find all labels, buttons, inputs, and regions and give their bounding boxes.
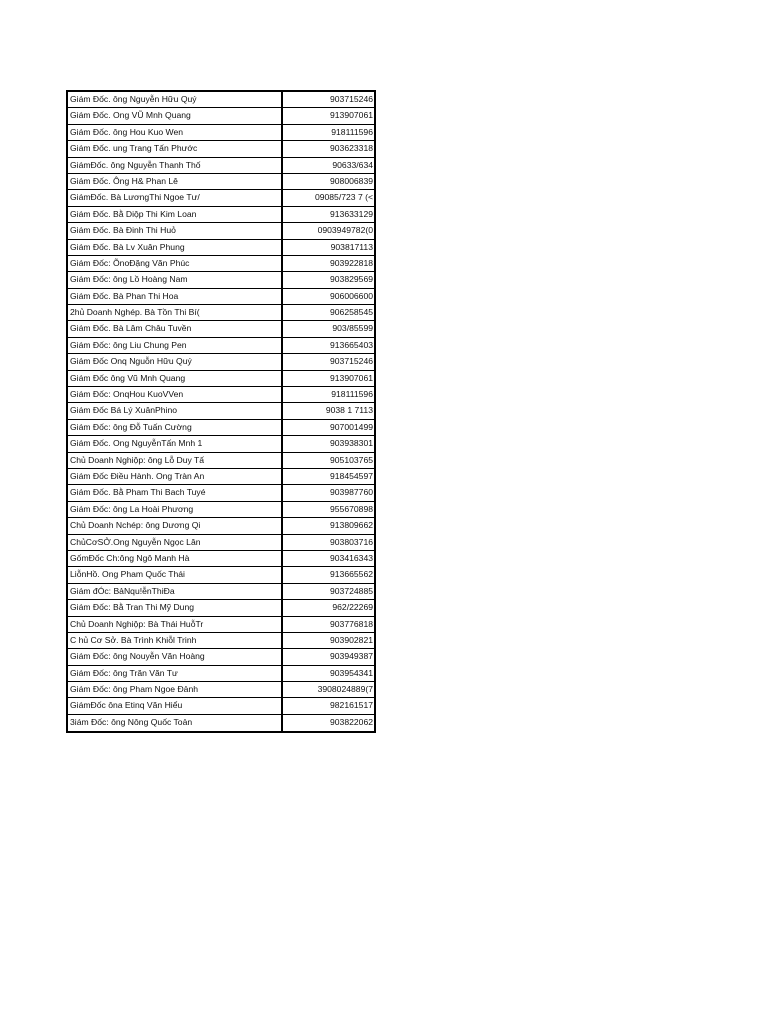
table-row xyxy=(68,698,374,714)
phone-number-cell: 903829569 xyxy=(329,274,373,285)
table-row xyxy=(68,420,374,436)
phone-number-cell: 913665562 xyxy=(329,569,373,580)
table-row xyxy=(68,469,374,485)
table-row xyxy=(68,387,374,403)
contact-name-cell: Giám Đốc. Bà Đinh Thi Huỏ xyxy=(68,223,283,238)
table-row xyxy=(68,141,374,157)
phone-number-cell: 905103765 xyxy=(329,454,373,465)
contact-name-cell: Giám Đốc Onq Nguỗn Hữu Quý xyxy=(68,354,283,369)
contact-name-cell: Giám Đốc: ông Trăn Văn Tư xyxy=(68,666,283,681)
phone-number-cell: 903817113 xyxy=(330,241,373,252)
contact-name-cell: Giám Đốc. Ông H& Phan Lê xyxy=(68,174,283,189)
contact-name-cell: Giám Đốc: ông Lồ Hoàng Nam xyxy=(68,272,283,287)
phone-number-cell: 903949387 xyxy=(329,651,373,662)
phone-number-cell: 918454597 xyxy=(329,470,373,481)
phone-number-cell: 962/22269 xyxy=(332,602,373,613)
phone-number-cell: 09085/723 7 (< xyxy=(314,192,373,203)
phone-number-cell: 903416343 xyxy=(329,552,373,563)
table-row xyxy=(68,354,374,370)
contact-name-cell: Giám Đốc ông Vũ Mnh Quang xyxy=(68,371,283,386)
table-row xyxy=(68,321,374,337)
phone-number-cell: 3908024889(7 xyxy=(317,684,373,695)
phone-number-cell: 906006600 xyxy=(329,290,373,301)
contact-name-cell: Giám Đốc: ông Nouyễn Văn Hoàng xyxy=(68,649,283,664)
table-row xyxy=(68,535,374,551)
contact-name-cell: GốmĐốc Ch:ông Ngô Manh Hà xyxy=(68,551,283,566)
table-row xyxy=(68,666,374,682)
phone-number-cell: 903803716 xyxy=(329,536,373,547)
contact-name-cell: C hủ Cơ Sở. Bà Trình Khiỗl Trinh xyxy=(68,633,283,648)
phone-number-cell: 903822062 xyxy=(329,716,373,727)
table-row xyxy=(68,174,374,190)
table-row xyxy=(68,207,374,223)
contact-name-cell: Giám Đốc Điều Hành. Ong Tràn An xyxy=(68,469,283,484)
phone-number-cell: 955670898 xyxy=(329,503,373,514)
contact-name-cell: GiámĐốc. ông Nguyễn Thanh Thố xyxy=(68,158,283,173)
phone-number-cell: 903/85599 xyxy=(332,323,373,334)
contact-name-cell: Giám Đốc. Bà Lâm Châu Tuvền xyxy=(68,321,283,336)
contact-name-cell: Giám Đốc. Bằ Pham Thi Bach Tuyé xyxy=(68,485,283,500)
phone-number-cell: 913809662 xyxy=(329,520,373,531)
table-row xyxy=(68,371,374,387)
phone-number-cell: 903987760 xyxy=(329,487,373,498)
table-row xyxy=(68,403,374,419)
contact-name-cell: Giám Đốc. Bà Phan Thi Hoa xyxy=(68,289,283,304)
phone-number-cell: 903938301 xyxy=(329,438,373,449)
table-row xyxy=(68,190,374,206)
contact-name-cell: Chủ Doanh Nghiộp: ông Lỗ Duy Tấ xyxy=(68,453,283,468)
contact-name-cell: Giám Đốc. Bà Lv Xuân Phung xyxy=(68,240,283,255)
table-row xyxy=(68,567,374,583)
contact-name-cell: GiámĐốc ôna Etinq Văn Hiểu xyxy=(68,698,283,713)
contact-name-cell: Giám Đốc. Bằ Diộp Thi Kim Loan xyxy=(68,207,283,222)
table-row xyxy=(68,436,374,452)
contact-name-cell: Giám Đốc. ông Hou Kuo Wen xyxy=(68,125,283,140)
contact-name-cell: Giám Đốc: ông La Hoài Phương xyxy=(68,502,283,517)
contact-name-cell: Giám Đốc: Bằ Tran Thi Mỹ Dung xyxy=(68,600,283,615)
contact-name-cell: Giám Đốc. Ong NguyễnTấn Mnh 1 xyxy=(68,436,283,451)
table-row xyxy=(68,223,374,239)
phone-number-cell: 903902821 xyxy=(329,634,373,645)
table-row xyxy=(68,715,374,731)
table-row xyxy=(68,682,374,698)
table-row xyxy=(68,158,374,174)
phone-number-cell: 918111596 xyxy=(331,126,373,137)
table-row xyxy=(68,633,374,649)
contact-name-cell: Giám Đốc: ông Pham Ngoe Đảnh xyxy=(68,682,283,697)
phone-number-cell: 903776818 xyxy=(329,618,373,629)
phone-number-cell: 913633129 xyxy=(329,208,373,219)
contact-table xyxy=(66,90,376,733)
phone-number-cell: 903922818 xyxy=(329,257,373,268)
contact-name-cell: Giám Đốc. ông Nguyễn Hữu Quý xyxy=(68,92,283,107)
contact-name-cell: Giám Đốc Bá Lý XuânPhino xyxy=(68,403,283,418)
phone-number-cell: 903724885 xyxy=(329,585,373,596)
phone-number-cell: 913907061 xyxy=(329,110,373,121)
table-row xyxy=(68,240,374,256)
contact-name-cell: Giám Đốc: OnqHou KuoVVen xyxy=(68,387,283,402)
contact-name-cell: Giám Đốc: ông Đỗ Tuấn Cường xyxy=(68,420,283,435)
phone-number-cell: 982161517 xyxy=(329,700,373,711)
phone-number-cell: 903715246 xyxy=(329,94,373,104)
table-row xyxy=(68,649,374,665)
contact-name-cell: Giám Đốc. ung Trang Tấn Phước xyxy=(68,141,283,156)
phone-number-cell: 918111596 xyxy=(331,389,373,400)
contact-name-cell: Giám Đốc: ÕnoĐặng Văn Phúc xyxy=(68,256,283,271)
table-row xyxy=(68,256,374,272)
phone-number-cell: 907001499 xyxy=(329,421,373,432)
table-row xyxy=(68,125,374,141)
phone-number-cell: 906258545 xyxy=(329,307,373,318)
contact-name-cell: LiỗnHồ. Ong Pham Quốc Thái xyxy=(68,567,283,582)
contact-name-cell: Chủ Doanh Nghiộp: Bà Thái HuỗTr xyxy=(68,617,283,632)
table-row xyxy=(68,272,374,288)
phone-number-cell: 90633/634 xyxy=(332,159,373,170)
table-row xyxy=(68,453,374,469)
table-row xyxy=(68,92,374,108)
contact-name-cell: GiámĐốc. Bà LươngThi Ngoe Tư/ xyxy=(68,190,283,205)
phone-number-cell: 908006839 xyxy=(329,175,373,186)
table-row xyxy=(68,305,374,321)
table-row xyxy=(68,617,374,633)
contact-name-cell: 2hủ Doanh Nghép. Bà Tồn Thi Bí( xyxy=(68,305,283,320)
table-row xyxy=(68,502,374,518)
phone-number-cell: 913665403 xyxy=(329,339,373,350)
phone-number-cell: 913907061 xyxy=(329,372,373,383)
contact-name-cell: Chủ Doanh Nchép: ông Dương Qi xyxy=(68,518,283,533)
contact-name-cell: Giám Đốc. Ong VŨ Mnh Quang xyxy=(68,108,283,123)
phone-number-cell: 903623318 xyxy=(329,143,373,154)
contact-name-cell: ChủCơSỞ.Ong Nguyễn Ngọc Lân xyxy=(68,535,283,550)
phone-number-cell: 903715246 xyxy=(329,356,373,367)
table-row xyxy=(68,584,374,600)
table-row xyxy=(68,518,374,534)
contact-name-cell: Giám Đốc: ông Liu Chung Pen xyxy=(68,338,283,353)
phone-number-cell: 0903949782(0 xyxy=(317,225,373,236)
phone-number-cell: 9038 1 7113 xyxy=(325,405,373,416)
table-row xyxy=(68,485,374,501)
table-row xyxy=(68,108,374,124)
table-row xyxy=(68,338,374,354)
table-row xyxy=(68,551,374,567)
phone-number-cell: 903954341 xyxy=(329,667,373,678)
table-row xyxy=(68,289,374,305)
table-row xyxy=(68,600,374,616)
contact-name-cell: Giám đÓc: BảNqu!ễnThiĐa xyxy=(68,584,283,599)
contact-name-cell: 3iám Đốc: ông Nông Quốc Toản xyxy=(68,715,283,731)
